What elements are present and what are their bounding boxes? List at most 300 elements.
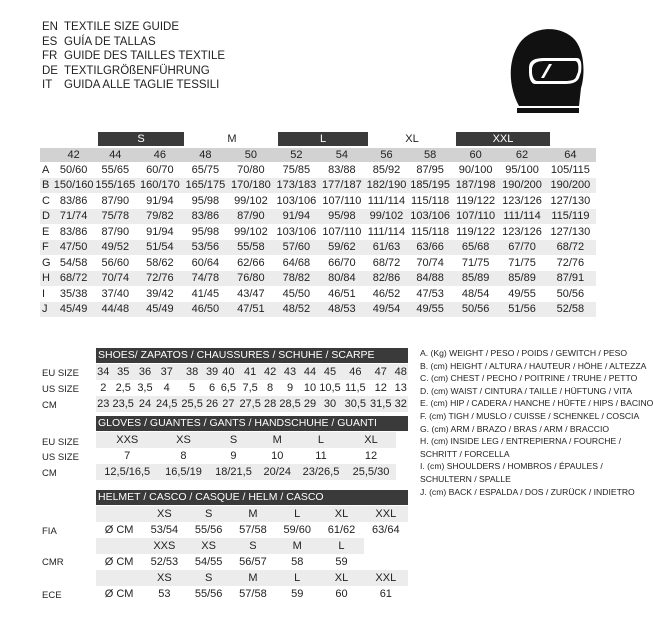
table-cell: 23,5 [112,398,134,410]
gloves-label-eu: EU SIZE [42,437,79,448]
row-letter: F [40,240,54,256]
table-cell: 10,5 [319,382,341,394]
table-cell: 20/24 [258,464,296,480]
table-cell: 44/48 [93,302,137,318]
table-cell: 47/53 [416,287,444,300]
table-cell: 64/68 [282,256,311,269]
size-band-m: M [227,133,237,145]
row-letter: E [42,225,50,238]
table-row [96,432,396,448]
table-cell: 13 [394,382,407,394]
header-corner [40,148,54,162]
header-cell: 50 [228,148,274,162]
table-row [40,271,596,287]
helmet-header: HELMET / CASCO / CASQUE / HELM / CASCO [96,490,408,505]
table-cell: 46/51 [328,287,356,300]
table-cell: 87/95 [416,163,444,176]
table-cell: 83/86 [59,194,88,207]
table-cell: 45/50 [282,287,311,300]
table-cell: 12 [364,450,378,462]
table-cell: 47 [368,364,393,380]
table-cell: 103/106 [276,225,317,238]
legend-item: I. (cm) SHOULDERS / HOMBROS / ÉPAULES / [420,461,603,472]
size-cell: XL [319,506,363,522]
row-letter: B [40,178,54,194]
table-cell: 50/60 [59,163,88,176]
table-cell: 107/110 [322,225,362,238]
table-cell: 75/78 [93,209,137,225]
table-row [40,286,596,302]
size-cell: XS [142,570,186,586]
unit-cell: Ø CM [104,588,134,600]
table-cell: 105/115 [550,163,590,176]
table-cell: 83/86 [59,225,88,238]
header-cell: 46 [137,148,183,162]
table-cell: 59/60 [283,524,311,536]
table-cell: 99/102 [234,194,268,207]
table-cell: 55/65 [101,163,130,176]
shoes-label-us: US SIZE [42,384,79,395]
header-cell: 48 [183,148,229,162]
table-cell: 150/160 [53,179,94,192]
table-cell: 63/66 [408,240,452,256]
table-cell: 3,5 [137,382,153,394]
table-cell: 99/102 [365,209,409,225]
table-cell: 49/55 [508,287,536,300]
table-cell: 60 [335,588,348,600]
table-cell: 127/130 [550,225,591,238]
table-cell: 27 [219,396,237,412]
table-cell: 56/57 [239,556,267,568]
table-cell: M [258,432,296,448]
table-cell: XS [158,432,208,448]
table-cell: 111/114 [367,194,406,207]
table-cell: 48/52 [274,302,320,318]
table-cell: L [296,432,346,448]
table-cell: 76/80 [228,271,274,287]
table-cell: 10 [271,450,284,462]
table-cell: 34 [97,366,110,378]
title-text: GUIDA ALLE TAGLIE TESSILI [64,79,220,92]
table-cell: 50/56 [556,287,585,300]
legend-item: F. (cm) TIGH / MUSLO / CUISSE / SCHENKEL / COSCIA [420,410,640,421]
helmet-icon [505,18,585,118]
gloves-label-us: US SIZE [42,452,79,463]
title-row [42,20,225,35]
table-cell: 43/47 [237,287,265,300]
table-cell: 48 [394,366,407,378]
table-cell: 123/126 [502,225,542,238]
title-row [42,35,225,50]
header-cell: 62 [499,148,545,162]
table-cell: 11 [315,450,327,462]
table-cell: 90/100 [458,163,493,176]
table-cell: 61/62 [327,524,356,536]
table-cell: 54/58 [59,256,88,269]
table-cell: 2 [100,382,107,394]
gloves-size-table [96,432,396,480]
table-cell: 52/53 [150,556,179,568]
table-cell: 58/62 [146,256,174,269]
legend-item: H. (cm) INSIDE LEG / ENTREPIERNA / FOURCHE / [420,436,622,447]
table-cell: 70/80 [237,163,265,176]
lang-code: EN [42,21,58,33]
table-cell: 44 [303,366,317,378]
title-text: GUIDE DES TAILLES TEXTILE [64,50,226,63]
table-cell: 10 [303,382,317,394]
table-cell: 53 [158,588,171,600]
table-cell: 45 [317,364,342,380]
helmet-size-table [96,506,408,602]
table-cell: 95/100 [505,163,539,176]
table-cell: 8 [180,450,187,462]
helmet-value-row [96,554,408,570]
table-cell: 47/50 [54,240,94,256]
table-cell: 87/90 [101,194,130,207]
size-cell: S [231,538,275,554]
table-cell: 37 [154,364,179,380]
size-cell: XS [142,506,186,522]
table-cell: 71/75 [461,256,490,269]
table-cell: 95/98 [191,225,220,238]
shoes-header: SHOES/ ZAPATOS / CHAUSSURES / SCHUHE / SCARPE [96,348,408,363]
table-row [40,209,596,225]
table-cell: 85/89 [499,271,545,287]
table-cell: 155/165 [95,179,136,192]
helmet-size-row [96,570,408,586]
lang-code: DE [42,64,58,77]
table-cell: 36 [136,364,154,380]
table-cell: 59 [335,556,348,568]
size-cell: M [275,538,319,554]
table-cell: 54/55 [194,556,223,568]
table-cell: 182/190 [366,179,407,192]
table-cell: 173/183 [274,178,320,194]
table-cell: 68/72 [372,256,401,269]
table-cell: 25,5 [181,398,203,410]
table-cell: 35 [111,364,136,380]
table-cell: 35/38 [59,287,88,300]
header-cell: 60 [452,148,499,162]
table-cell: 32 [394,398,407,410]
table-cell: 43 [277,364,302,380]
helmet-value-row [96,586,408,602]
lang-code: ES [42,35,58,48]
table-cell: 95/98 [319,209,365,225]
table-cell: 103/106 [276,194,317,207]
table-cell: 68/72 [545,240,596,256]
title-text: GUÍA DE TALLAS [64,35,156,48]
table-cell: 40 [219,364,237,380]
table-cell: 58 [291,556,304,568]
legend-item: G. (cm) ARM / BRAZO / BRAS / ARM / BRACCIO [420,423,610,434]
size-cell: M [231,506,275,522]
table-cell: 65/75 [191,163,220,176]
row-letter: A [42,163,50,176]
table-cell: 23 [97,398,110,410]
size-cell: XXL [364,570,408,586]
table-cell: 62/66 [237,256,265,269]
size-cell: L [319,538,363,554]
header-row [40,148,596,162]
table-cell: 87/90 [228,209,274,225]
textile-size-table [40,148,596,317]
table-cell: 83/88 [328,163,356,176]
header-cell: 64 [545,148,596,162]
table-cell: 57/60 [274,240,320,256]
table-cell: 57/58 [239,524,267,536]
table-row [40,240,596,256]
row-letter: I [42,287,46,300]
size-cell: XXS [142,538,186,554]
legend-item: E. (cm) HIP / CADERA / HANCHE / HÜFTE / HIPS / BACINO [420,398,653,409]
table-cell: 46/50 [183,302,229,318]
table-cell: 46/52 [372,287,401,300]
table-row [40,224,596,240]
table-cell: 115/119 [545,209,596,225]
table-cell: 24 [136,396,154,412]
table-cell: 47/51 [228,302,274,318]
table-row [96,380,408,396]
table-cell: 91/94 [146,194,174,207]
title-row [42,78,225,93]
table-row [96,396,408,412]
table-cell: 2,5 [115,382,131,394]
table-cell: 57/58 [239,588,267,600]
table-cell: 12 [374,382,387,394]
helmet-value-row [96,522,408,538]
helmet-size-row [96,506,408,522]
table-cell: 48/53 [319,302,365,318]
legend-item: B. (cm) HEIGHT / ALTURA / HAUTEUR / HÖHE / ALTEZZA [420,360,647,371]
header-cell: 42 [54,148,94,162]
table-cell: 53/54 [150,524,179,536]
table-cell: 119/122 [456,194,496,207]
legend-item: J. (cm) BACK / ESPALDA / DOS / ZURÜCK / INDIETRO [420,486,635,497]
size-cell: M [231,570,275,586]
title-text: TEXTILE SIZE GUIDE [64,21,180,33]
gloves-header: GLOVES / GUANTES / GANTS / HANDSCHUHE / GUANTI [96,416,408,431]
table-cell: 72/76 [137,271,183,287]
table-cell: 85/92 [372,163,401,176]
table-row [40,193,596,209]
table-cell: 52/58 [545,302,596,318]
table-cell: 87/90 [101,225,130,238]
table-row [40,302,596,318]
table-cell: 160/170 [137,178,183,194]
table-cell: 70/74 [416,256,444,269]
table-cell: 30 [317,396,342,412]
row-letter: G [42,256,51,269]
size-band-s: S [98,132,184,146]
table-cell: 63/64 [372,524,400,536]
table-cell: 4 [163,382,170,394]
table-row [96,364,408,380]
table-cell: 46 [343,364,368,380]
table-row [40,255,596,271]
table-cell: 111/114 [499,209,545,225]
table-cell: 107/110 [322,194,362,207]
table-cell: 24,5 [156,398,178,410]
header-cell: 56 [365,148,409,162]
table-cell: 5 [189,382,196,394]
table-cell: 41/45 [191,287,220,300]
table-cell: 79/82 [137,209,183,225]
table-cell: 49/52 [93,240,137,256]
row-letter: H [40,271,54,287]
size-cell: S [187,570,231,586]
table-cell: XXS [96,432,158,448]
table-cell: 91/94 [146,225,174,238]
helmet-label-cmr: CMR [42,557,64,568]
table-cell: 39/42 [146,287,174,300]
table-cell: 31,5 [370,398,392,410]
unit-cell: Ø CM [104,556,134,568]
table-cell: 7 [124,450,131,462]
table-cell: 165/175 [183,178,229,194]
table-cell: 82/86 [365,271,409,287]
table-cell: 72/76 [556,256,585,269]
table-cell: 6 [209,382,216,394]
table-cell: 51/54 [137,240,183,256]
table-row [40,162,596,178]
title-row [42,64,225,79]
table-cell: 71/75 [508,256,536,269]
table-cell: 78/82 [274,271,320,287]
table-cell: 190/200 [499,178,545,194]
table-cell: 61 [379,588,392,600]
header-cell: 44 [93,148,137,162]
table-cell: 170/180 [228,178,274,194]
table-cell: 56/60 [101,256,130,269]
shoes-size-table [96,364,408,412]
table-cell: 7,5 [242,382,258,394]
table-cell: 115/118 [411,194,450,207]
title-text: TEXTILGRÖßENFÜHRUNG [64,64,210,77]
spacer [96,570,142,586]
row-letter: D [40,209,54,225]
size-cell: XL [319,570,363,586]
table-cell: 66/70 [328,256,356,269]
size-cell: S [187,506,231,522]
gloves-label-cm: CM [42,468,57,479]
legend-item: D. (cm) WAIST / CINTURA / TAILLE / HÜFTUNG / VITA [420,385,632,396]
table-cell: 25,5/30 [346,464,396,480]
table-cell: 6,5 [220,382,237,394]
unit-cell: Ø CM [104,524,134,536]
helmet-size-row [96,538,408,554]
table-cell: 107/110 [452,209,499,225]
table-cell: 190/200 [545,178,596,194]
table-cell: 85/89 [452,271,499,287]
measurement-legend [420,347,653,498]
legend-item: SCHRITT / FORCELLA [420,448,510,459]
table-cell: 59 [291,588,304,600]
table-row [96,448,396,464]
size-band-xl: XL [405,133,419,145]
row-letter: C [42,194,50,207]
table-cell: XL [346,432,396,448]
table-cell: 38 [179,364,204,380]
table-cell: 45/49 [137,302,183,318]
table-cell: 51/56 [499,302,545,318]
table-cell: 91/94 [274,209,320,225]
table-cell: S [208,432,258,448]
table-cell: 50/56 [452,302,499,318]
table-cell: 83/86 [183,209,229,225]
table-cell: 55/56 [194,588,223,600]
size-cell: L [275,506,319,522]
table-cell: 127/130 [550,194,591,207]
table-cell: 28 [263,398,277,410]
table-cell: 84/88 [408,271,452,287]
size-cell: L [275,570,319,586]
table-cell: 187/198 [452,178,499,194]
table-cell: 37/40 [101,287,130,300]
helmet-label-fia: FIA [42,526,57,537]
table-cell: 71/74 [54,209,94,225]
table-cell: 23/26,5 [296,464,346,480]
shoes-label-eu: EU SIZE [42,368,79,379]
title-row [42,49,225,64]
table-cell: 119/122 [456,225,496,238]
header-cell: 58 [408,148,452,162]
table-cell: 67/70 [499,240,545,256]
table-cell: 8 [267,382,274,394]
table-cell: 59/62 [319,240,365,256]
table-cell: 26 [205,398,219,410]
spacer [96,538,142,554]
header-cell: 52 [274,148,320,162]
table-cell: 68/72 [54,271,94,287]
table-cell: 70/74 [93,271,137,287]
table-cell: 103/106 [410,210,450,223]
table-cell: 18/21,5 [208,464,258,480]
table-cell: 49/55 [408,302,452,318]
table-cell: 53/56 [183,240,229,256]
table-cell: 41 [237,364,262,380]
table-cell: 55/58 [228,240,274,256]
table-cell: 9 [286,382,294,394]
size-cell: XXL [364,506,408,522]
legend-item: C. (cm) CHEST / PECHO / POITRINE / TRUHE / PETTO [420,373,638,384]
table-cell: 74/78 [183,271,229,287]
table-cell: 65/68 [452,240,499,256]
table-cell: 61/63 [365,240,409,256]
table-cell: 30,5 [344,398,367,410]
table-row [96,464,396,480]
table-cell: 99/102 [234,225,268,238]
table-cell: 27,5 [239,398,261,410]
row-letter: J [40,302,54,318]
table-cell: 29 [303,398,317,410]
table-cell: 9 [230,450,237,462]
table-cell: 185/195 [410,179,450,192]
table-cell: 49/54 [365,302,409,318]
table-cell: 16,5/19 [158,464,208,480]
table-cell: 60/64 [191,256,220,269]
lang-code: IT [42,79,53,92]
table-cell: 123/126 [502,194,542,207]
table-cell: 11,5 [345,382,366,394]
size-band-l: L [278,132,368,146]
legend-item: SCHULTERN / SPALLE [420,473,511,484]
table-cell: 45/49 [54,302,94,318]
spacer [96,506,142,522]
table-cell: 111/114 [367,225,406,238]
helmet-label-ece: ECE [42,590,62,601]
legend-item: A. (Kg) WEIGHT / PESO / POIDS / GEWITCH / PESO [420,348,628,358]
